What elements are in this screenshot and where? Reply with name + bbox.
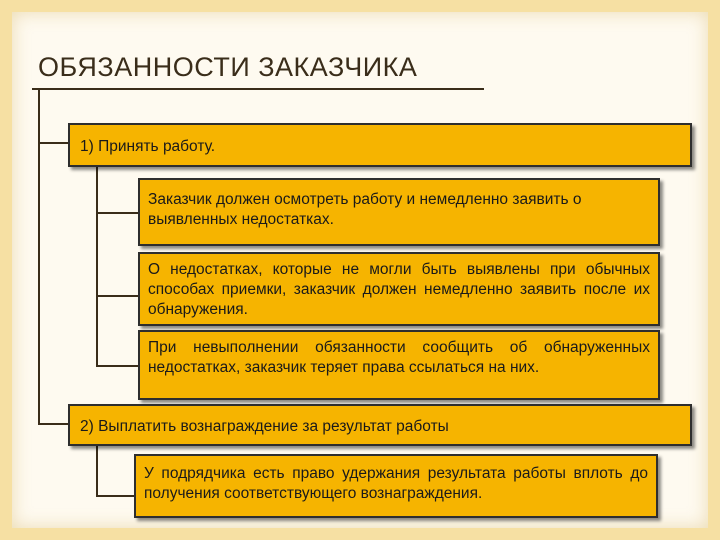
detail-box-inspect-work (138, 178, 660, 246)
connector-to-duty-1 (38, 142, 68, 144)
duty-label: 2) Выплатить вознаграждение за результат работы (80, 418, 449, 435)
detail-text: О недостатках, которые не могли быть выявлены при обычных способах приемки, заказчик должен немедленно заявить после их обнаружения. (148, 261, 650, 318)
duty-2-connector-vertical (96, 446, 98, 496)
connector-to-duty-2 (38, 423, 68, 425)
connector-to-detail-1-3 (96, 365, 138, 367)
duty-box-pay-remuneration (68, 404, 692, 446)
detail-text: У подрядчика есть право удержания результата работы вплоть до получения соответствующего вознаграждения. (144, 465, 648, 502)
detail-text: При невыполнении обязанности сообщить об обнаруженных недостатках, заказчик теряет права ссылаться на них. (148, 339, 650, 376)
duty-1-connector-vertical (96, 166, 98, 366)
detail-box-hidden-defects (138, 252, 660, 326)
detail-text: Заказчик должен осмотреть работу и немедленно заявить о выявленных недостатках. (148, 191, 582, 228)
main-connector-vertical (38, 88, 40, 424)
detail-box-retention-right (134, 454, 658, 518)
duty-label: 1) Принять работу. (80, 138, 216, 155)
connector-to-detail-1-2 (96, 295, 138, 297)
connector-to-detail-1-1 (96, 212, 138, 214)
connector-to-detail-2-1 (96, 495, 134, 497)
title-underline (32, 88, 484, 90)
duty-box-accept-work (68, 123, 692, 167)
detail-box-loss-of-rights (138, 330, 660, 400)
slide-title: ОБЯЗАННОСТИ ЗАКАЗЧИКА (38, 52, 418, 82)
